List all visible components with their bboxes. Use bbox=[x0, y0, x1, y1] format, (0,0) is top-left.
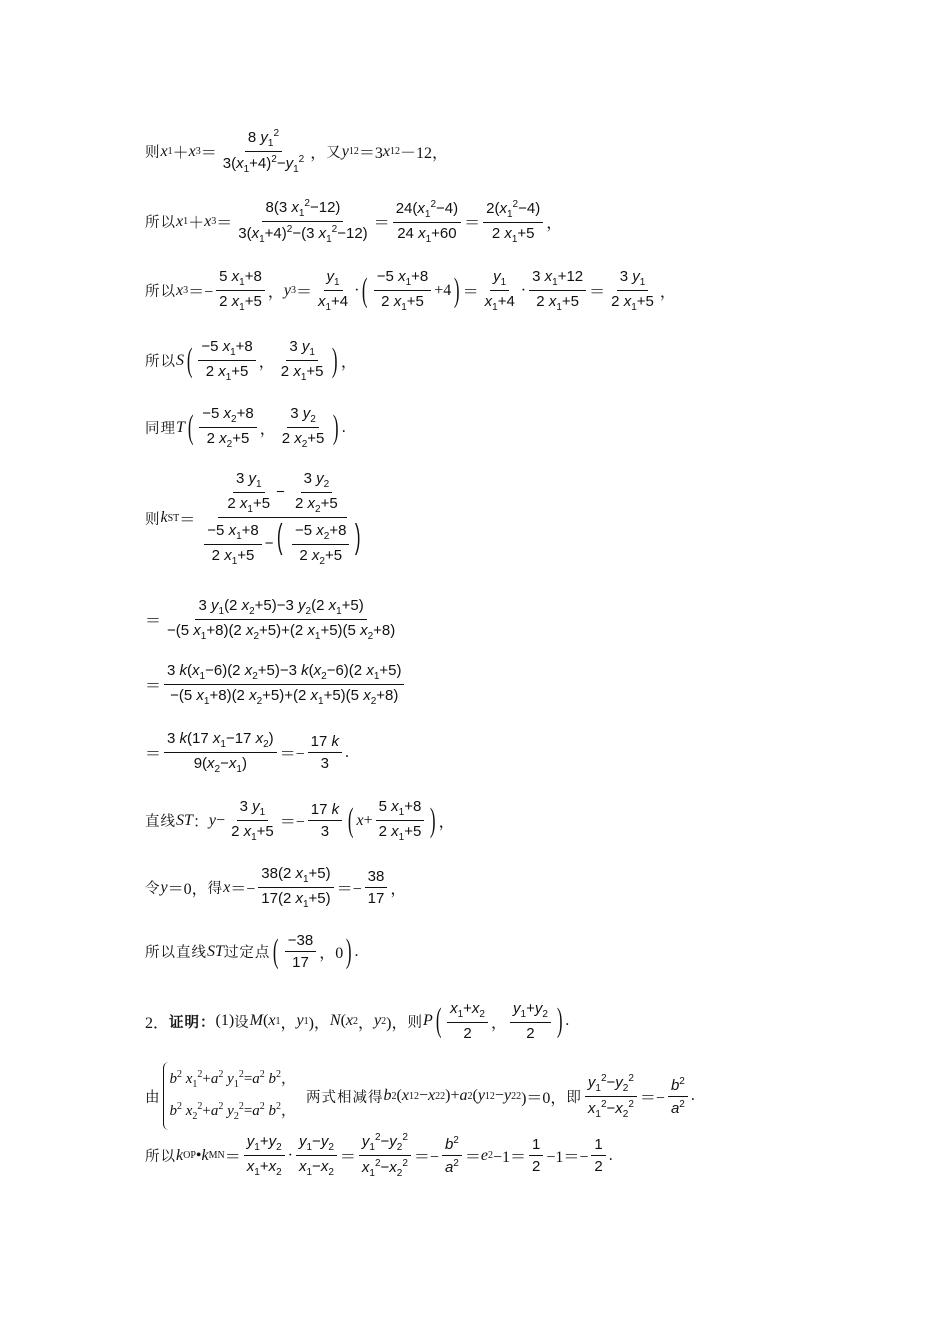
math-line-11: 令 y ＝0， 得 x ＝− $\frac{38(2 x_1+5)}{17(2 x_1+5)}$ ＝− $\frac{38}{17}$ ， bbox=[145, 865, 407, 910]
math-line-1: 则 x 1 ＋ x 3 ＝ $\frac{8 y_1^2}{3(x_1+4)^2-y_1^2}$ ， 又 y 1 2 ＝3 x 1 2 －12， bbox=[145, 128, 448, 175]
math-line-6: 则 k ST ＝ $\frac{3 y_1}{2 x_1+5}$ − $\frac{3 y_2}{2 x_2+5}$ $\frac{-5 x_1+8}{2 x_1+5}$ −( $\frac{-5 x_2+8}{2 x_2+5}$ ) bbox=[145, 470, 361, 567]
math-line-3: 所以 x 3 ＝− $\frac{5 x_1+8}{2 x_1+5}$ ， y 3 ＝ $\frac{y_1}{x_1+4}$ · ( $\frac{-5 x_1+8}{2 x_1+5}$ +4 ) ＝ $\frac{y_1}{x_1+4}$ · $\frac{3 x_1+12}{2 x_1+5}$ ＝ $\frac{3 y_1}{2 x_1+5}$ ， bbox=[145, 268, 676, 313]
math-line-15: 所以 k OP • k MN ＝ $\frac{y_1+y_2}{x_1+x_2}$ · $\frac{y_1-y_2}{x_1-x_2}$ ＝ $\frac{y_1^2-y_2^2}{x_1^2-x_2^2}$ ＝− $\frac{b^2}{a^2}$ ＝ e 2 −1＝ $\frac{1}{2}$ −1＝− $\frac{1}{2}$ . bbox=[145, 1132, 613, 1179]
math-line-8: ＝ $\frac{3 k(x_1-6)(2 x_2+5)-3 k(x_2-6)(2 x_1+5)}{-(5 x_1+8)(2 x_2+5)+(2 x_1+5)(5 x_2+8)}$ bbox=[145, 662, 407, 707]
math-line-7: ＝ $\frac{3 y_1(2 x_2+5)-3 y_2(2 x_1+5)}{-(5 x_1+8)(2 x_2+5)+(2 x_1+5)(5 x_2+8)}$ bbox=[145, 597, 396, 642]
math-line-10: 直线 ST ： y − $\frac{3 y_1}{2 x_1+5}$ ＝− $\frac{17 k}{3}$ ( x + $\frac{5 x_1+8}{2 x_1+5}$ ) ， bbox=[145, 798, 455, 843]
math-line-9: ＝ $\frac{3 k(17 x_1-17 x_2)}{9(x_2-x_1)}$ ＝− $\frac{17 k}{3}$ . bbox=[145, 730, 350, 775]
math-line-2: 所以 x 1 ＋ x 3 ＝ $\frac{8(3 x_1^2-12)}{3(x_1+4)^2-(3 x_1^2-12)}$ ＝ $\frac{24(x_1^2-4)}{24 x_1+60}$ ＝ $\frac{2(x_1^2-4)}{2 x_1+5}$ ， bbox=[145, 198, 563, 245]
math-line-5: 同理 T ( $\frac{-5 x_2+8}{2 x_2+5}$ ， $\frac{3 y_2}{2 x_2+5}$ ) . bbox=[145, 405, 346, 450]
math-line-13: 2． 证明： (1) 设 M ( x 1 ， y 1 )， N ( x 2 ， y 2 )， 则 P ( $\frac{x_1+x_2}{2}$ ， $\frac{y_1+y_2}{2}$ ) . bbox=[145, 1000, 570, 1042]
math-line-12: 所以直线 ST 过定点 ( $\frac{-38}{17}$ ，0 ) . bbox=[145, 932, 359, 971]
math-line-14: 由 $b^2$ $x_1^2+a^2$ $y_1^2=a^2$ $b^2$， $b^2$ $x_2^2+a^2$ $y_2^2=a^2$ $b^2$， 两式相减得 b 2 ( x 1 2 − x 2 2 )+ a 2 ( y 1 2 − y 2 2 )＝0， 即 $\frac{y_1^2-y_2^2}{x_1^2-x_2^2}$ ＝− $\frac{b^2}{a^2}$ . bbox=[145, 1062, 695, 1130]
math-line-4: 所以 S ( $\frac{-5 x_1+8}{2 x_1+5}$ ， $\frac{3 y_1}{2 x_1+5}$ ) ， bbox=[145, 338, 357, 383]
